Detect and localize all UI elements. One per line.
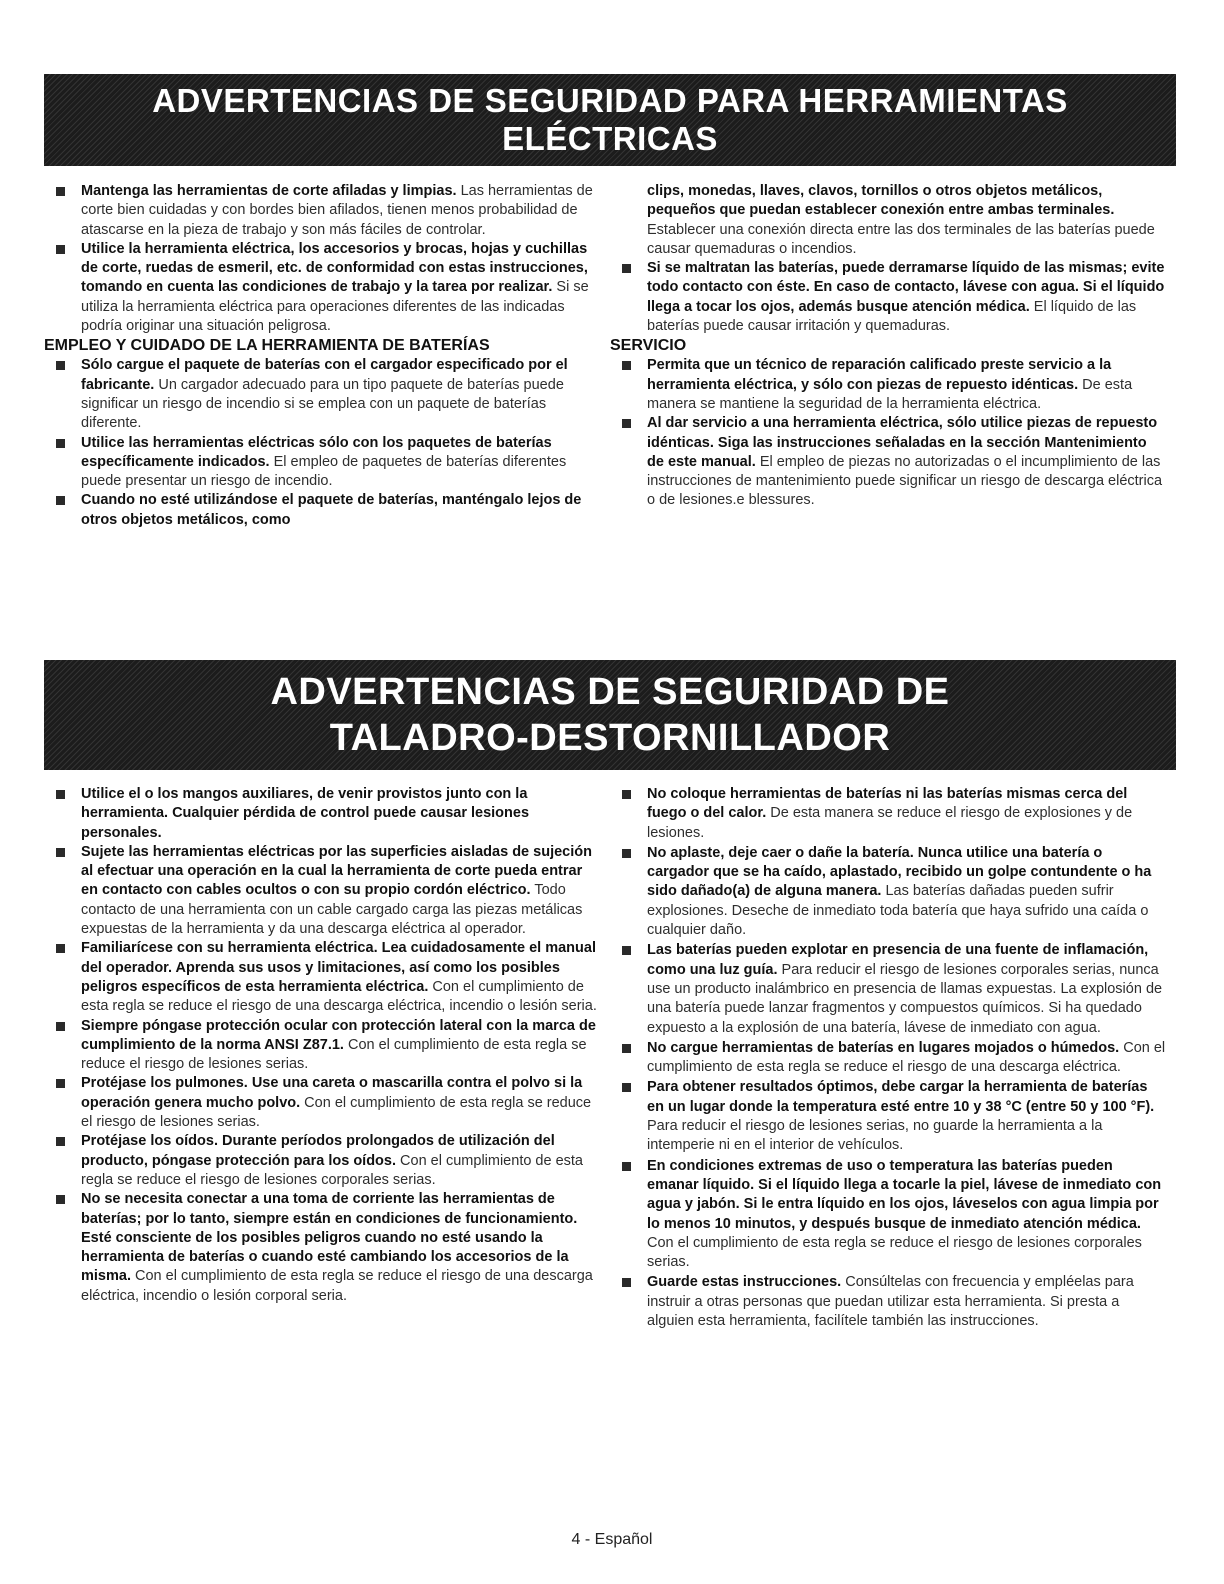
list-item: Al dar servicio a una herramienta eléctrica, sólo utilice piezas de repuesto idénticas. Siga las instrucciones señaladas en la sección Mantenimiento de este manual. El empleo de piezas no autorizadas o el incumplimiento de las instrucciones de mantenimiento puede significar un riesgo de descarga eléctrica o de lesiones.e blessures. <box>610 414 1166 510</box>
bullet-icon <box>56 1195 65 1204</box>
column-bottom-right <box>610 785 1166 1332</box>
bullet-icon <box>622 1083 631 1092</box>
bullet-icon <box>56 1079 65 1088</box>
column-top-right <box>610 182 1166 511</box>
bullet-icon <box>56 1022 65 1031</box>
page-footer <box>0 1531 1224 1549</box>
bullet-icon <box>56 1137 65 1146</box>
list-item: Utilice la herramienta eléctrica, los accesorios y brocas, hojas y cuchillas de corte, ruedas de esmeril, etc. de conformidad con estas instrucciones, tomando en cuenta las condiciones de trabajo y la tarea por realizar. Si se utiliza la herramienta eléctrica para operaciones diferentes de las indicadas podría originar una situación peligrosa. <box>44 240 599 336</box>
section-banner-power-tools <box>44 74 1176 166</box>
column-bottom-left <box>44 785 599 1306</box>
list-item: Sólo cargue el paquete de baterías con el cargador especificado por el fabricante. Un cargador adecuado para un tipo paquete de baterías puede significar un riesgo de incendio si se emplea con un paquete de baterías diferente. <box>44 356 599 433</box>
bullet-icon <box>56 245 65 254</box>
list-item: No aplaste, deje caer o dañe la batería. Nunca utilice una batería o cargador que se ha caído, aplastado, recibido un golpe contundente o ha sido dañado(a) de alguna manera. Las baterías dañadas pueden sufrir explosiones. Deseche de inmediato toda batería que haya sufrido una caída o cualquier daño. <box>610 844 1166 940</box>
bullet-icon <box>56 944 65 953</box>
list-item: No coloque herramientas de baterías ni las baterías mismas cerca del fuego o del calor. De esta manera se reduce el riesgo de explosiones y de lesiones. <box>610 785 1166 843</box>
banner-title-line1: ADVERTENCIAS DE SEGURIDAD PARA HERRAMIENTAS <box>152 82 1068 119</box>
list-item: Permita que un técnico de reparación calificado preste servicio a la herramienta eléctrica, y sólo con piezas de repuesto idénticas. De esta manera se mantiene la seguridad de la herramienta eléctrica. <box>610 356 1166 414</box>
list-item: Para obtener resultados óptimos, debe cargar la herramienta de baterías en un lugar donde la temperatura esté entre 10 y 38 °C (entre 50 y 100 °F). Para reducir el riesgo de lesiones serias, no guarde la herramienta a la intemperie ni en el interior de vehículos. <box>610 1078 1166 1155</box>
bullet-icon <box>622 419 631 428</box>
section-heading-service: SERVICIO <box>610 337 687 355</box>
list-item: Siempre póngase protección ocular con protección lateral con la marca de cumplimiento de la norma ANSI Z87.1. Con el cumplimiento de esta regla se reduce el riesgo de lesiones serias. <box>44 1017 599 1075</box>
page-number: 4 - Español <box>571 1531 653 1548</box>
bullet-icon <box>622 361 631 370</box>
bullet-icon <box>622 264 631 273</box>
list-item: No cargue herramientas de baterías en lugares mojados o húmedos. Con el cumplimiento de esta regla se reduce el riesgo de una descarga eléctrica. <box>610 1039 1166 1078</box>
banner-title-line2: ELÉCTRICAS <box>502 120 718 157</box>
bullet-icon <box>622 849 631 858</box>
list-item: Cuando no esté utilizándose el paquete de baterías, manténgalo lejos de otros objetos metálicos, como <box>44 491 599 530</box>
column-top-left <box>44 182 599 530</box>
list-item: Mantenga las herramientas de corte afiladas y limpias. Las herramientas de corte bien cuidadas y con bordes bien afilados, tienen menos probabilidad de atascarse en la pieza de trabajo y son más fáciles de controlar. <box>44 182 599 240</box>
bullet-icon <box>622 1044 631 1053</box>
list-item: Utilice las herramientas eléctricas sólo con los paquetes de baterías específicamente indicados. El empleo de paquetes de baterías diferentes puede presentar un riesgo de incendio. <box>44 434 599 492</box>
banner-title-line1: ADVERTENCIAS DE SEGURIDAD DE <box>270 671 950 713</box>
bullet-icon <box>56 361 65 370</box>
list-item-continuation: clips, monedas, llaves, clavos, tornillos o otros objetos metálicos, pequeños que puedan establecer conexión entre ambas terminales. Establecer una conexión directa entre las dos terminales de las baterías puede causar quemaduras o incendios. <box>647 183 1155 257</box>
bullet-icon <box>56 790 65 799</box>
list-item: Protéjase los pulmones. Use una careta o mascarilla contra el polvo si la operación genera mucho polvo. Con el cumplimiento de esta regla se reduce el riesgo de lesiones serias. <box>44 1074 599 1132</box>
section-banner-drill-driver <box>44 660 1176 770</box>
bullet-icon <box>56 439 65 448</box>
bullet-icon <box>622 946 631 955</box>
section-heading-battery-care: EMPLEO Y CUIDADO DE LA HERRAMIENTA DE BATERÍAS <box>44 337 490 355</box>
list-item: Si se maltratan las baterías, puede derramarse líquido de las mismas; evite todo contacto con éste. En caso de contacto, lávese con agua. Si el líquido llega a tocar los ojos, además busque atención médica. El líquido de las baterías puede causar irritación y quemaduras. <box>610 259 1166 336</box>
list-item: Las baterías pueden explotar en presencia de una fuente de inflamación, como una luz guía. Para reducir el riesgo de lesiones corporales serias, nunca use un producto inalámbrico en presencia de llamas expuestas. La explosión de una batería puede lanzar fragmentos y compuestos químicos. Si ha quedado expuesto a la explosión de una batería, lávese de inmediato con agua. <box>610 941 1166 1037</box>
list-item: Familiarícese con su herramienta eléctrica. Lea cuidadosamente el manual del operador. Aprenda sus usos y limitaciones, así como los posibles peligros específicos de esta herramienta eléctrica. Con el cumplimiento de esta regla se reduce el riesgo de una descarga eléctrica, incendio o lesión seria. <box>44 939 599 1016</box>
bullet-icon <box>622 1162 631 1171</box>
list-item: En condiciones extremas de uso o temperatura las baterías pueden emanar líquido. Si el líquido llega a tocarle la piel, lávese de inmediato con agua y jabón. Si le entra líquido en los ojos, láveselos con agua limpia por lo menos 10 minutos, y después busque de inmediato atención médica. Con el cumplimiento de esta regla se reduce el riesgo de lesiones corporales serias. <box>610 1157 1166 1273</box>
list-item: Sujete las herramientas eléctricas por las superficies aisladas de sujeción al efectuar una operación en la cual la herramienta de corte pueda entrar en contacto con cables ocultos o con su propio cordón eléctrico. Todo contacto de una herramienta con un cable cargado carga las piezas metálicas expuestas de la herramienta y da una descarga eléctrica al operador. <box>44 843 599 939</box>
list-item: Protéjase los oídos. Durante períodos prolongados de utilización del producto, póngase protección para los oídos. Con el cumplimiento de esta regla se reduce el riesgo de lesiones corporales serias. <box>44 1132 599 1190</box>
bullet-icon <box>56 496 65 505</box>
bullet-icon <box>56 848 65 857</box>
banner-title-line2: TALADRO-DESTORNILLADOR <box>329 717 891 759</box>
list-item: Utilice el o los mangos auxiliares, de venir provistos junto con la herramienta. Cualquier pérdida de control puede causar lesiones personales. <box>44 785 599 843</box>
bullet-icon <box>622 1278 631 1287</box>
bullet-icon <box>56 187 65 196</box>
bullet-icon <box>622 790 631 799</box>
list-item: No se necesita conectar a una toma de corriente las herramientas de baterías; por lo tanto, siempre están en condiciones de funcionamiento. Esté consciente de los posibles peligros cuando no esté usando la herramienta de baterías o cuando esté cambiando los accesorios de la misma. Con el cumplimiento de esta regla se reduce el riesgo de una descarga eléctrica, incendio o lesión corporal seria. <box>44 1190 599 1306</box>
list-item: Guarde estas instrucciones. Consúltelas con frecuencia y empléelas para instruir a otras personas que puedan utilizar esta herramienta. Si presta a alguien esta herramienta, facilítele también las instrucciones. <box>610 1273 1166 1331</box>
